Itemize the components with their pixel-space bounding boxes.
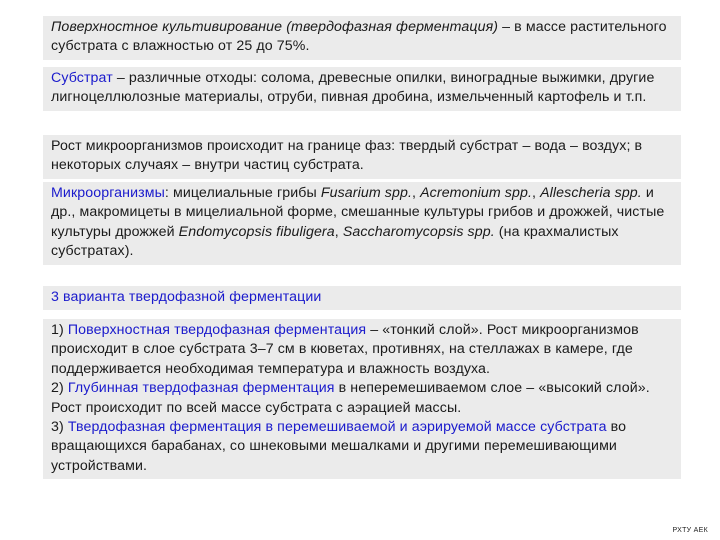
species-allescheria: Allescheria spp. bbox=[540, 185, 642, 201]
substrate-paragraph bbox=[51, 69, 673, 108]
variant-2-title: Глубинная твердофазная ферментация bbox=[67, 380, 335, 397]
text-block-microorganisms bbox=[43, 182, 681, 265]
microorganisms-text-3: , bbox=[532, 185, 541, 201]
variant-1 bbox=[51, 321, 673, 379]
species-fusarium: Fusarium spp. bbox=[320, 185, 413, 201]
variant-2-text: в неперемешиваемом слое – «высокий слой». Рост происходит по всей массе субстрата с аэрацией массы. bbox=[51, 380, 650, 416]
variant-3 bbox=[51, 418, 673, 476]
substrate-term: Субстрат bbox=[51, 70, 113, 86]
microorganisms-text-1: : мицелиальные грибы bbox=[164, 185, 321, 201]
variant-1-title: Поверхностная твердофазная ферментация bbox=[67, 322, 367, 338]
variant-3-title: Твердофазная ферментация в перемешиваемой и аэрируемой массе субстрата bbox=[67, 419, 607, 436]
footer-label: РХТУ АЕК bbox=[672, 527, 708, 534]
variant-1-text: – «тонкий слой». Рост микроорганизмов происходит в слое субстрата 3–7 см в кюветах, противнях, на стеллажах в камере, где поддерживается необходимая температура и влажность воздуха. bbox=[51, 322, 639, 377]
species-acremonium: Acremonium spp. bbox=[420, 185, 532, 201]
text-block-variants bbox=[43, 319, 681, 479]
variant-1-number: 1) bbox=[51, 322, 68, 338]
text-block-definition bbox=[43, 16, 681, 60]
variant-3-number: 3) bbox=[51, 419, 68, 436]
variant-3-text: во вращающихся барабанах, со шнековыми мешалками и другими перемешивающими устройствами. bbox=[51, 419, 627, 474]
species-endomycopsis: Endomycopsis fibuligera bbox=[178, 223, 335, 240]
microorganisms-text-2: , bbox=[412, 185, 421, 201]
text-block-substrate bbox=[43, 67, 681, 111]
variant-2 bbox=[51, 379, 673, 418]
microorganisms-text-4: и др., макромицеты в мицелиальной форме, смешанные культуры грибов и дрожжей, чистые культуры дрожжей bbox=[51, 185, 665, 240]
variant-2-number: 2) bbox=[51, 380, 68, 397]
microorganisms-term: Микроорганизмы bbox=[51, 185, 165, 201]
text-block-heading bbox=[43, 286, 681, 310]
definition-paragraph bbox=[51, 18, 673, 57]
definition-text: – в массе растительного субстрата с влажностью от 25 до 75%. bbox=[51, 19, 667, 55]
microorganisms-text-6: (на крахмалистых субстратах). bbox=[51, 223, 619, 260]
growth-paragraph: Рост микроорганизмов происходит на границе фаз: твердый субстрат – вода – воздух; в некоторых случаях – внутри частиц субстрата. bbox=[51, 138, 643, 174]
text-block-growth bbox=[43, 135, 681, 179]
microorganisms-text-5: , bbox=[334, 223, 343, 240]
species-saccharomycopsis: Saccharomycopsis spp. bbox=[342, 223, 495, 240]
substrate-text: – различные отходы: солома, древесные опилки, виноградные выжимки, другие лигноцеллюлозные материалы, отруби, пивная дробина, измельченный картофель и т.п. bbox=[51, 70, 655, 106]
microorganisms-paragraph bbox=[51, 184, 673, 262]
definition-term: Поверхностное культивирование (твердофазная ферментация) bbox=[51, 19, 499, 35]
variants-heading: 3 варианта твердофазной ферментации bbox=[51, 289, 322, 305]
